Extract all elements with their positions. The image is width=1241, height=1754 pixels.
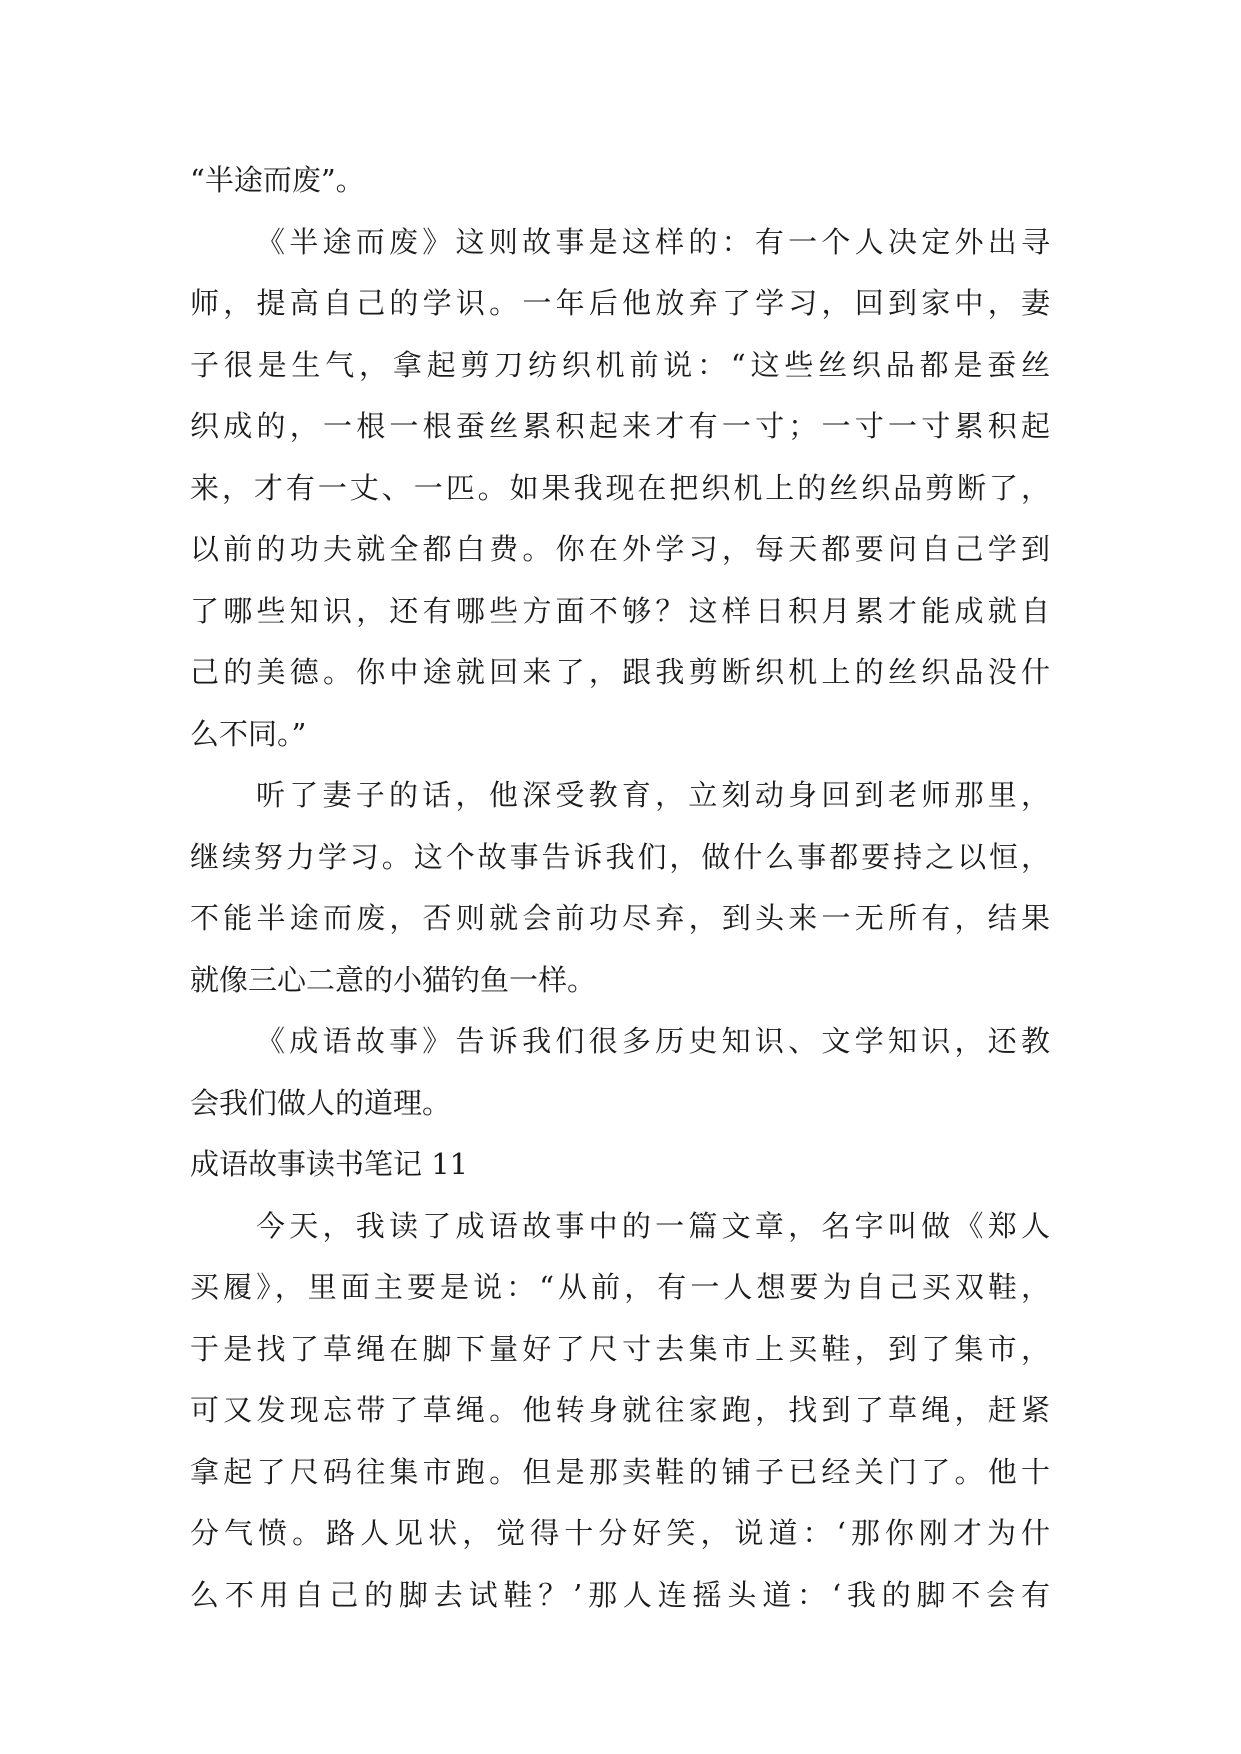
paragraph-first-line: 《成语故事》告诉我们很多历史知识、文学知识，还教 xyxy=(256,1024,1050,1058)
text-line: 就像三心二意的小猫钓鱼一样。 xyxy=(190,962,597,997)
text-line: 买履》，里面主要是说：“从前，有一人想要为自己买双鞋， xyxy=(190,1270,1050,1304)
text-line: 分气愤。路人见状，觉得十分好笑，说道：‘那你刚才为什 xyxy=(190,1516,1050,1550)
text-line: 织成的，一根一根蚕丝累积起来才有一寸；一寸一寸累积起 xyxy=(190,409,1050,443)
text-line: 么不用自己的脚去试鞋？’那人连摇头道：‘我的脚不会有 xyxy=(190,1577,1050,1612)
text-line: 会我们做人的道理。 xyxy=(190,1085,452,1120)
section-heading: 成语故事读书笔记 11 xyxy=(190,1147,469,1181)
paragraph-first-line: 《半途而废》这则故事是这样的：有一个人决定外出寻 xyxy=(256,224,1050,259)
text-line: 于是找了草绳在脚下量好了尺寸去集市上买鞋，到了集市， xyxy=(190,1331,1050,1366)
text-line: 子很是生气，拿起剪刀纺织机前说：“这些丝织品都是蚕丝 xyxy=(190,347,1050,382)
text-line: 以前的功夫就全都白费。你在外学习，每天都要问自己学到 xyxy=(190,532,1050,566)
text-line: 师，提高自己的学识。一年后他放弃了学习，回到家中，妻 xyxy=(190,286,1050,320)
document-body xyxy=(190,150,1050,1626)
text-line: 么不同。” xyxy=(190,716,307,751)
text-line: 不能半途而废，否则就会前功尽弃，到头来一无所有，结果 xyxy=(190,901,1050,935)
text-line: 来，才有一丈、一匹。如果我现在把织机上的丝织品剪断了， xyxy=(190,470,1050,505)
text-line: 继续努力学习。这个故事告诉我们，做什么事都要持之以恒， xyxy=(190,839,1050,874)
text-line: “半途而废”。 xyxy=(190,163,365,197)
text-line: 了哪些知识，还有哪些方面不够？这样日积月累才能成就自 xyxy=(190,593,1050,628)
paragraph-first-line: 今天，我读了成语故事中的一篇文章，名字叫做《郑人 xyxy=(256,1208,1050,1243)
paragraph-first-line: 听了妻子的话，他深受教育，立刻动身回到老师那里， xyxy=(256,778,1050,812)
text-line: 己的美德。你中途就回来了，跟我剪断织机上的丝织品没什 xyxy=(190,655,1050,689)
text-line: 拿起了尺码往集市跑。但是那卖鞋的铺子已经关门了。他十 xyxy=(190,1454,1050,1489)
text-line: 可又发现忘带了草绳。他转身就往家跑，找到了草绳，赶紧 xyxy=(190,1393,1050,1427)
